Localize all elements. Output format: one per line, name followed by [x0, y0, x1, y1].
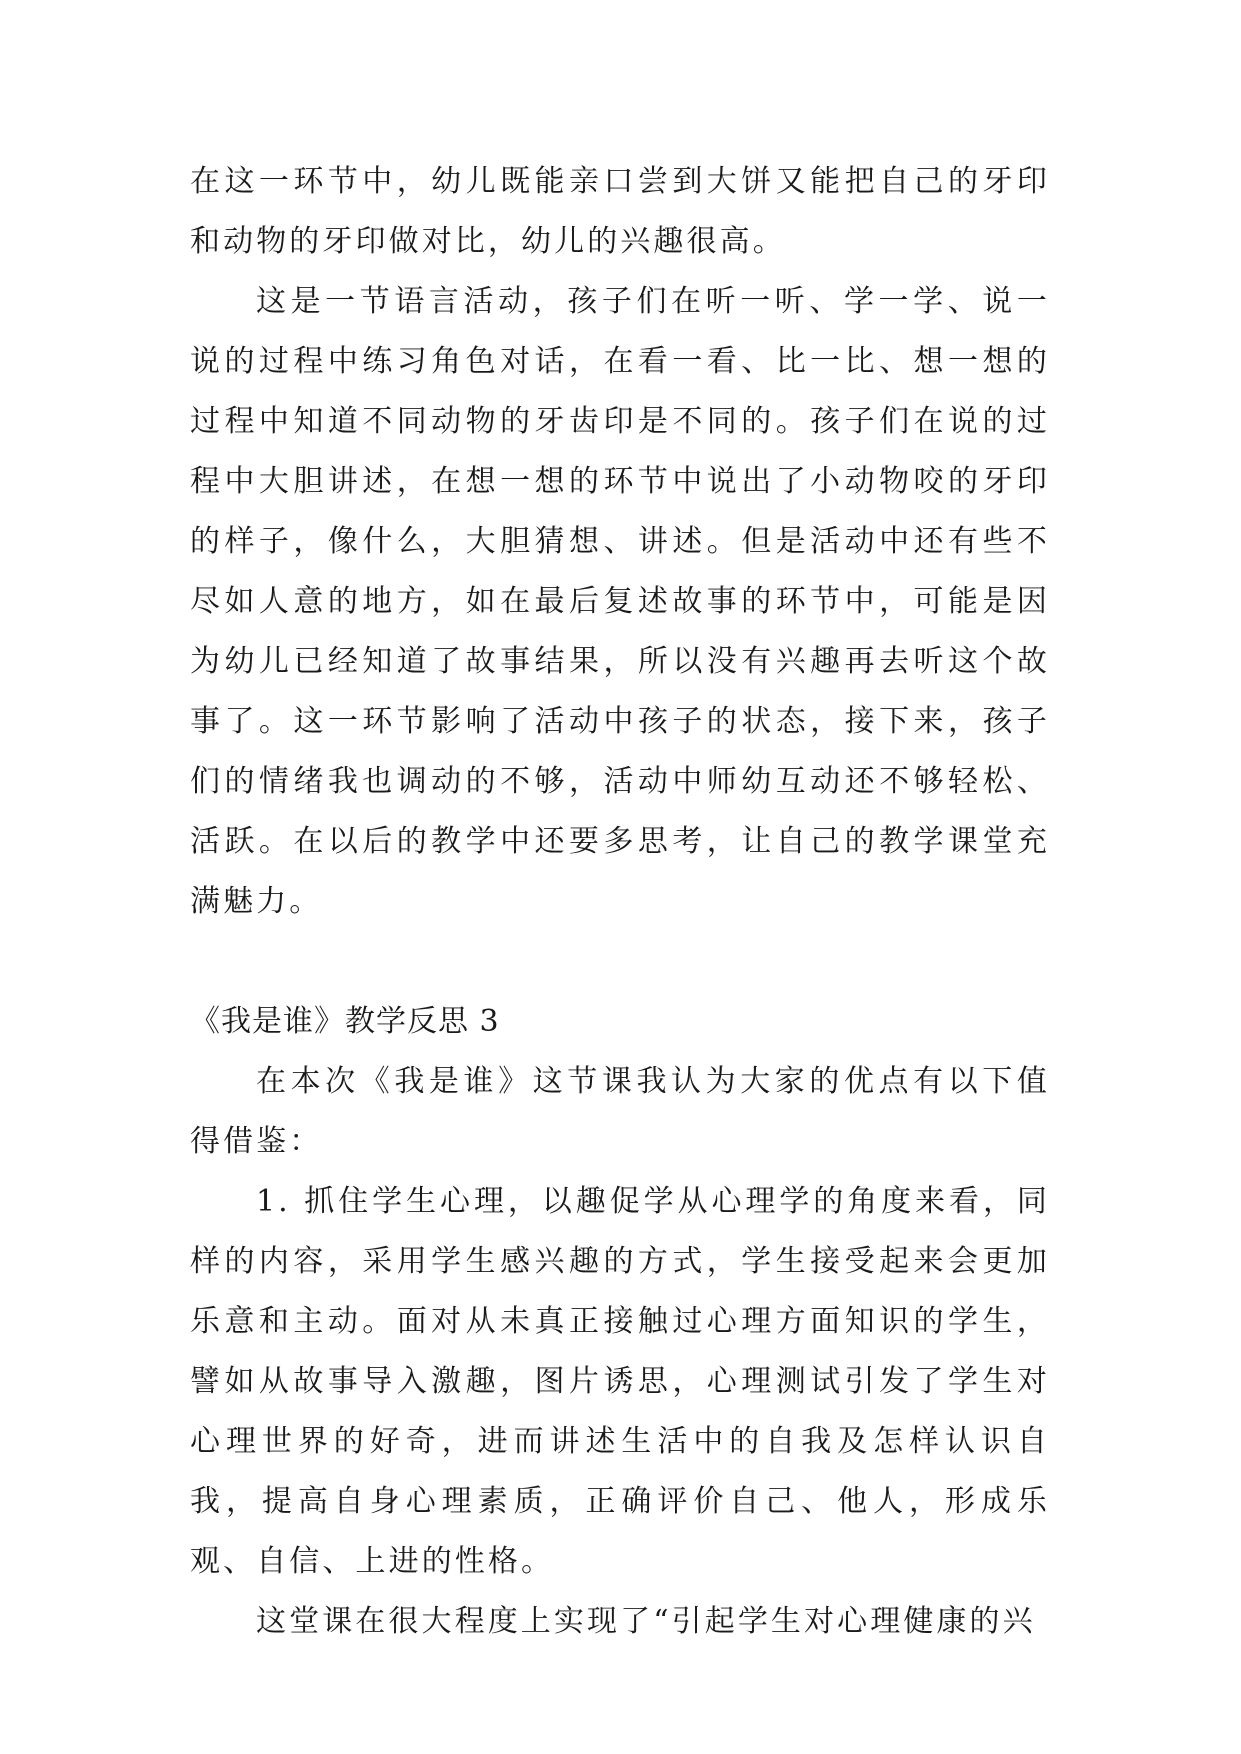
- paragraph: 在这一环节中，幼儿既能亲口尝到大饼又能把自己的牙印和动物的牙印做对比，幼儿的兴趣很高。: [190, 164, 1050, 259]
- paragraph: 这是一节语言活动，孩子们在听一听、学一学、说一说的过程中练习角色对话，在看一看、比一比、想一想的过程中知道不同动物的牙齿印是不同的。孩子们在说的过程中大胆讲述，在想一想的环节中说出了小动物咬的牙印的样子，像什么，大胆猜想、讲述。但是活动中还有些不尽如人意的地方，如在最后复述故事的环节中，可能是因为幼儿已经知道了故事结果，所以没有兴趣再去听这个故事了。这一环节影响了活动中孩子的状态，接下来，孩子们的情绪我也调动的不够，活动中师幼互动还不够轻松、活跃。在以后的教学中还要多思考，让自己的教学课堂充满魅力。: [190, 284, 1050, 919]
- paragraph: 这堂课在很大程度上实现了“引起学生对心理健康的兴: [256, 1604, 1036, 1639]
- section-heading: 《我是谁》教学反思 3: [190, 1004, 500, 1039]
- paragraph: 在本次《我是谁》这节课我认为大家的优点有以下值得借鉴：: [190, 1064, 1050, 1159]
- document-body: [190, 152, 1050, 1652]
- paragraph: 1. 抓住学生心理，以趣促学从心理学的角度来看，同样的内容，采用学生感兴趣的方式，学生接受起来会更加乐意和主动。面对从未真正接触过心理方面知识的学生，譬如从故事导入激趣，图片诱思，心理测试引发了学生对心理世界的好奇，进而讲述生活中的自我及怎样认识自我，提高自身心理素质，正确评价自己、他人，形成乐观、自信、上进的性格。: [190, 1184, 1050, 1579]
